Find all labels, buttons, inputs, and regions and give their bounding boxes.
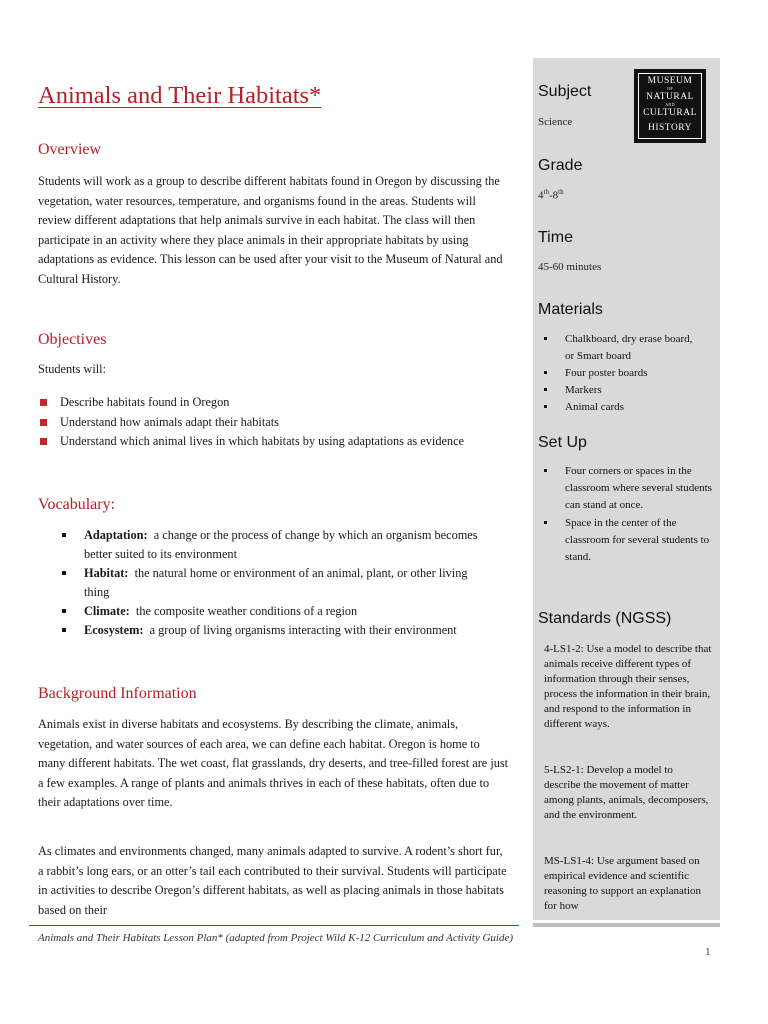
- vocab-term: Climate:: [84, 604, 130, 618]
- vocabulary-heading: Vocabulary:: [38, 496, 116, 513]
- overview-text: Students will work as a group to describe different habitats found in Oregon by discussing the vegetation, water resources, temperature, and organisms found in the areas. Students will review different adaptations that help animals survive in each habitat. The class will then participate in an activity where they place animals in their appropriate habitats by using adaptations as evidence. This lesson can be used after your visit to the Museum of Natural and Cultural History.: [38, 174, 503, 286]
- vocab-definition: a change or the process of change by which an organism becomes better suited to its environment: [84, 528, 478, 561]
- background-paragraph-1: Animals exist in diverse habitats and ecosystems. By describing the climate, animals, vegetation, and water sources of each area, we can define each habitat. Oregon is home to many different habitats. The wet coast, flat grasslands, dry deserts, and tree-filled forest are just a few examples. A range of plants and animals thrives in each of these habitats, often due to their adaptations over time.: [38, 717, 509, 809]
- setup-list: [540, 463, 712, 566]
- objectives-list: [38, 393, 510, 452]
- background-paragraph-2: As climates and environments changed, many animals adapted to survive. A rodent’s short fur, a rabbit’s long ears, or an otter’s tail each contributed to their survival. Students will participate in activities to describe Oregon’s different habitats, as well as placing animals in those habitats based on their: [38, 844, 507, 917]
- vocabulary-list: [62, 526, 482, 640]
- grade-heading: Grade: [538, 157, 583, 174]
- square-bullet-icon: [40, 419, 47, 426]
- vocab-item: [62, 621, 482, 640]
- background-heading: Background Information: [38, 685, 197, 702]
- square-bullet-icon: [544, 388, 547, 391]
- list-item: Understand which animal lives in which habitats by using adaptations as evidence: [38, 432, 510, 452]
- vocab-term: Habitat:: [84, 566, 129, 580]
- vocab-term: Ecosystem:: [84, 623, 144, 637]
- square-bullet-icon: [544, 469, 547, 472]
- objectives-intro: Students will:: [38, 362, 106, 376]
- materials-heading: Materials: [538, 301, 603, 318]
- footer-divider: [29, 925, 519, 926]
- subject-value: Science: [538, 116, 573, 128]
- standard-item: MS-LS1-4: Use argument based on empirical evidence and scientific reasoning to support an explanation for how: [544, 855, 702, 912]
- square-bullet-icon: [544, 371, 547, 374]
- museum-logo: MUSEUM OF NATURAL AND CULTURAL HISTORY: [634, 69, 706, 143]
- vocab-definition: a group of living organisms interacting with their environment: [149, 623, 457, 637]
- page-title: Animals and Their Habitats*: [38, 82, 322, 109]
- footer-sidebar-divider: [533, 923, 720, 927]
- square-bullet-icon: [40, 438, 47, 445]
- overview-heading: Overview: [38, 141, 102, 158]
- square-bullet-icon: [62, 571, 66, 575]
- standard-item: 4-LS1-2: Use a model to describe that animals receive different types of information through their senses, process the information in their brain, and respond to the information in different ways.: [544, 643, 712, 730]
- square-bullet-icon: [62, 628, 66, 632]
- vocab-item: [62, 602, 482, 621]
- page-number: 1: [705, 946, 711, 958]
- footer-text: Animals and Their Habitats Lesson Plan* (adapted from Project Wild K-12 Curriculum and Activity Guide): [38, 932, 514, 944]
- subject-heading: Subject: [538, 83, 592, 100]
- objectives-heading: Objectives: [38, 331, 107, 348]
- standards-heading: Standards (NGSS): [538, 610, 672, 627]
- list-item: Markers: [540, 382, 712, 399]
- standard-item: 5-LS2-1: Develop a model to describe the movement of matter among plants, animals, decomposers, and the environment.: [544, 764, 709, 821]
- list-item: Four poster boards: [540, 365, 712, 382]
- materials-list: [540, 331, 712, 416]
- list-item: Four corners or spaces in the classroom where several students can stand at once.: [540, 463, 713, 514]
- grade-value: 4th-8th: [538, 188, 564, 202]
- square-bullet-icon: [544, 521, 547, 524]
- time-value: 45-60 minutes: [538, 261, 602, 273]
- square-bullet-icon: [544, 337, 547, 340]
- list-item: Animal cards: [540, 399, 712, 416]
- vocab-item: [62, 564, 482, 602]
- vocab-definition: the natural home or environment of an animal, plant, or other living thing: [84, 566, 468, 599]
- square-bullet-icon: [62, 609, 66, 613]
- setup-heading: Set Up: [538, 434, 587, 451]
- square-bullet-icon: [544, 405, 547, 408]
- list-item: Chalkboard, dry erase board, or Smart board: [540, 331, 695, 365]
- vocab-definition: the composite weather conditions of a region: [135, 604, 358, 618]
- vocab-item: [62, 526, 482, 564]
- list-item: Space in the center of the classroom for several students to stand.: [540, 515, 713, 566]
- time-heading: Time: [538, 229, 573, 246]
- square-bullet-icon: [62, 533, 66, 537]
- list-item: Understand how animals adapt their habitats: [38, 413, 510, 433]
- list-item: Describe habitats found in Oregon: [38, 393, 510, 413]
- vocab-term: Adaptation:: [84, 528, 148, 542]
- square-bullet-icon: [40, 399, 47, 406]
